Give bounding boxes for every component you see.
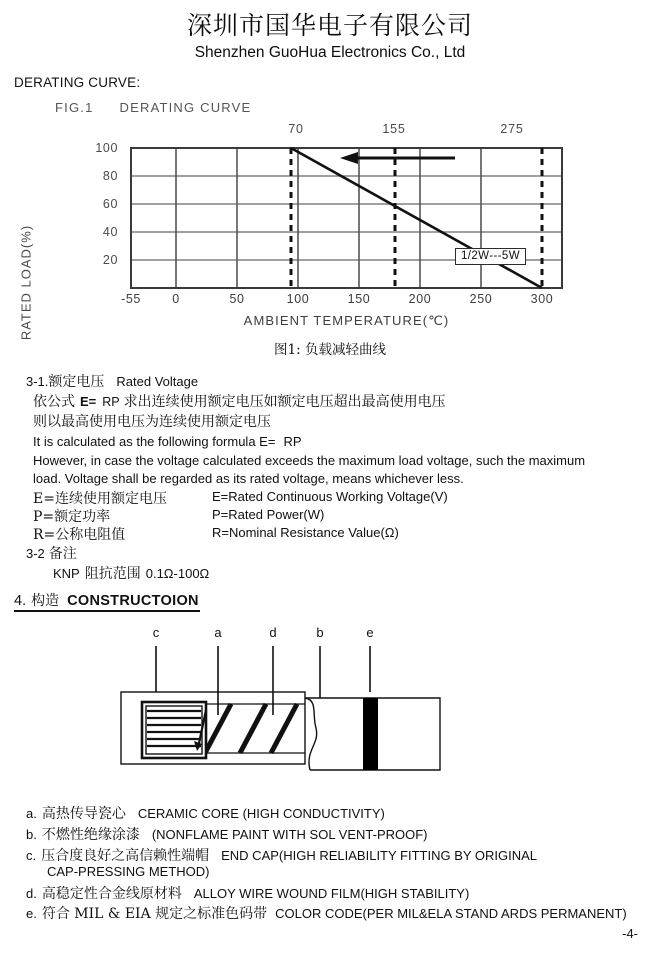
formula-cn-tail: 如额定电压超出最高使用电压 [263, 394, 446, 410]
legend-en-d: ALLOY WIRE WOUND FILM(HIGH STABILITY) [193, 886, 470, 901]
legend-en-e: COLOR CODE(PER MIL&ELA STAND ARDS PERMANENT) [275, 906, 627, 921]
series-callout-label: 1/2W---5W [455, 248, 526, 265]
legend-item-c-cont [47, 864, 210, 879]
legend-cn-c: 压合度良好之高信赖性端帽 [41, 848, 210, 864]
x-tick-200: 200 [408, 292, 432, 306]
figure-number: FIG.1 [55, 100, 94, 115]
x-axis-label: AMBIENT TEMPERATURE(℃) [243, 313, 450, 328]
formula-e-equals: E= [80, 394, 97, 409]
x-tick-0: 0 [172, 292, 180, 306]
x-tick-minus55: -55 [121, 292, 141, 306]
legend-en-c-line2: CAP-PRESSING METHOD) [47, 864, 210, 879]
legend-key-d: d. [26, 886, 37, 901]
formula-en-rp: RP [283, 434, 302, 449]
formula-line-cn-2: 则以最高使用电压为连续使用额定电压 [33, 414, 271, 430]
formula-line-en-2: However, in case the voltage calculated exceeds the maximum load voltage, such the maximum [33, 453, 586, 468]
break-line [305, 698, 317, 770]
chart-plot-svg [0, 95, 660, 345]
remark-range-cn: 阻抗范围 [84, 566, 141, 582]
legend-en-b: (NONFLAME PAINT WITH SOL VENT-PROOF) [151, 827, 428, 842]
remark-knp: KNP [53, 566, 80, 581]
section-4-title-cn: 构造 [31, 593, 60, 609]
color-code-band [363, 698, 378, 770]
leader-label-a: a [214, 625, 222, 640]
definition-r-cn: R=公称电阻值 [33, 527, 126, 543]
legend-item-e [26, 903, 627, 923]
remark-knp-line [53, 563, 209, 583]
formula-cn-prefix: 依公式 [33, 394, 75, 410]
definition-r-en: R=Nominal Resistance Value(Ω) [212, 525, 399, 540]
definition-p-cn: P=额定功率 [33, 509, 111, 525]
x-tick-150: 150 [347, 292, 371, 306]
y-tick-80: 80 [102, 169, 118, 183]
formula-rp: RP [102, 395, 120, 409]
top-tick-275: 275 [500, 122, 524, 136]
figure-title-text: DERATING CURVE [119, 100, 252, 115]
x-tick-100: 100 [286, 292, 310, 306]
leader-label-e: e [366, 625, 374, 640]
formula-line-cn-1 [33, 391, 446, 411]
top-tick-155: 155 [382, 122, 406, 136]
section-3-1-title-en: Rated Voltage [116, 374, 199, 389]
construction-diagram [0, 620, 660, 795]
legend-item-c [26, 845, 537, 865]
formula-en-text: It is calculated as the following formula E= [33, 434, 276, 449]
legend-item-a [26, 803, 385, 823]
legend-cn-e: 符合 MIL & EIA 规定之标准色码带 [41, 906, 268, 922]
legend-cn-d: 高稳定性合金线原材料 [41, 886, 182, 902]
section-3-2-number: 3-2 [26, 546, 45, 561]
section-4-underline [14, 610, 200, 612]
legend-key-b: b. [26, 827, 37, 842]
legend-key-a: a. [26, 806, 37, 821]
formula-line-en-1 [33, 434, 302, 449]
leader-label-c: c [152, 625, 160, 640]
definition-p-en: P=Rated Power(W) [212, 507, 325, 522]
x-tick-50: 50 [229, 292, 245, 306]
section-3-2-heading [26, 543, 77, 563]
section-3-2-title-cn: 备注 [48, 546, 77, 562]
legend-cn-b: 不燃性绝缘涂漆 [41, 827, 140, 843]
legend-cn-a: 高热传导瓷心 [41, 806, 126, 822]
page-number: -4- [622, 926, 638, 941]
section-3-1-number: 3-1. [26, 374, 49, 389]
section-3-1-title-cn: 额定电压 [48, 374, 105, 390]
y-tick-40: 40 [102, 225, 118, 239]
section-4-title-en: CONSTRUCTOION [67, 593, 199, 609]
definition-e-en: E=Rated Continuous Working Voltage(V) [212, 489, 448, 504]
legend-key-c: c. [26, 848, 37, 863]
derating-curve-label: DERATING CURVE: [14, 75, 141, 90]
legend-item-b [26, 824, 428, 844]
construction-svg [0, 620, 660, 795]
section-4-heading [14, 590, 199, 610]
section-3-1-heading [26, 371, 198, 391]
legend-key-e: e. [26, 906, 37, 921]
legend-en-c: END CAP(HIGH RELIABILITY FITTING BY ORIGINAL [221, 848, 538, 863]
formula-cn-mid: 求出连续使用额定电压 [123, 394, 264, 410]
leader-label-d: d [269, 625, 277, 640]
derating-curve-chart [0, 95, 660, 358]
section-4-number: 4. [14, 593, 27, 609]
remark-range-value: 0.1Ω-100Ω [145, 566, 210, 581]
x-tick-250: 250 [469, 292, 493, 306]
top-tick-70: 70 [288, 122, 304, 136]
company-name-english: Shenzhen GuoHua Electronics Co., Ltd [194, 44, 466, 61]
formula-line-en-3: load. Voltage shall be regarded as its rated voltage, means whichever less. [33, 471, 464, 486]
y-tick-60: 60 [102, 197, 118, 211]
derating-line [291, 148, 542, 288]
y-tick-100: 100 [95, 141, 118, 155]
legend-en-a: CERAMIC CORE (HIGH CONDUCTIVITY) [137, 806, 385, 821]
y-axis-label: RATED LOAD(%) [18, 224, 34, 341]
annotation-arrowhead [340, 152, 358, 164]
company-name-chinese: 深圳市国华电子有限公司 [186, 11, 473, 40]
y-tick-20: 20 [102, 253, 118, 267]
leader-label-b: b [316, 625, 324, 640]
legend-item-d [26, 883, 469, 903]
definition-e-cn: E=连续使用额定电压 [33, 491, 167, 507]
figure-caption: 图1: 负载减轻曲线 [274, 342, 386, 358]
x-tick-300: 300 [530, 292, 554, 306]
